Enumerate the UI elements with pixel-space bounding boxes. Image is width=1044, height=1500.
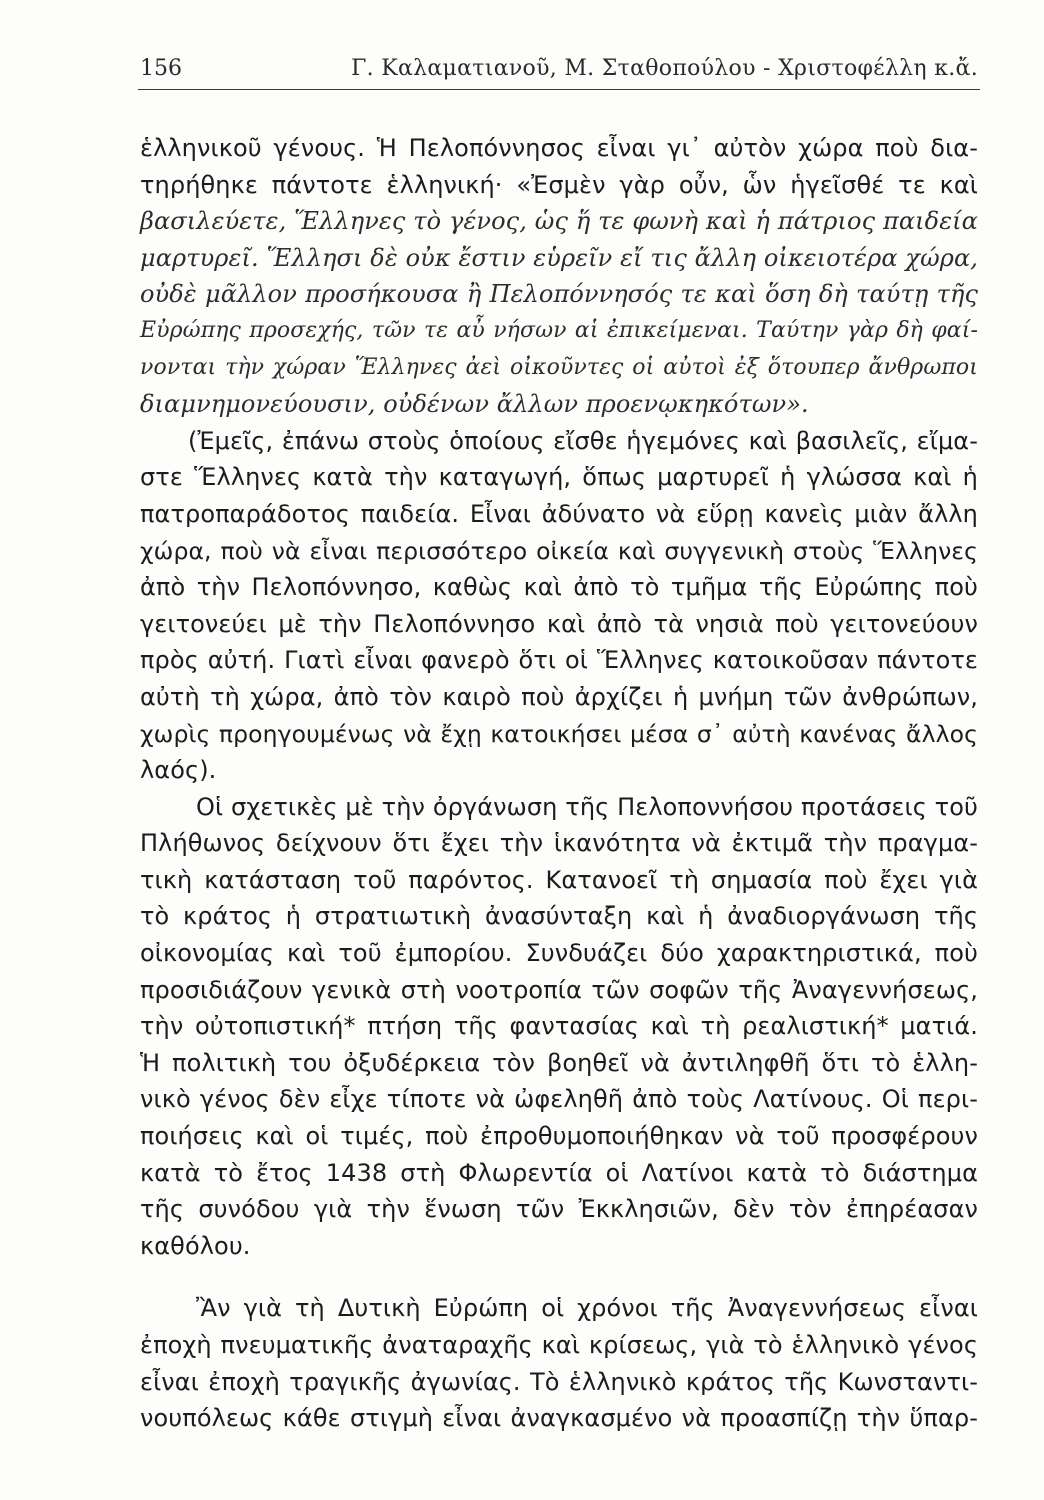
text-line: εἶναι ἐποχὴ τραγικῆς ἀγωνίας. Τὸ ἑλληνικὸ κράτος τῆς Κωνσταντι- (140, 1367, 978, 1396)
paragraph-quotation (140, 130, 978, 423)
paragraph-gap (140, 1264, 978, 1290)
text-line: αὐτὴ τὴ χώρα, ἀπὸ τὸν καιρὸ ποὺ ἀρχίζει ἡ μνήμη τῶν ἀνθρώπων, (140, 682, 978, 711)
text-line: ἑλληνικοῦ γένους. Ἡ Πελοπόννησος εἶναι γι᾽ αὐτὸν χώρα ποὺ δια- (140, 134, 978, 162)
page-number: 156 (140, 56, 182, 81)
text-line: πατροπαράδοτος παιδεία. Εἶναι ἀδύνατο νὰ εὕρῃ κανεὶς μιὰν ἄλλη (140, 499, 978, 528)
text-line: λαός). (140, 756, 217, 785)
quote-line: νονται τὴν χώραν Ἕλληνες ἀεὶ οἰκοῦντες οἱ αὐτοὶ ἐξ ὅτουπερ ἄνθρωποι (140, 354, 978, 380)
text-line: Ἂν γιὰ τὴ Δυτικὴ Εὐρώπη οἱ χρόνοι τῆς Ἀναγεννήσεως εἶναι (196, 1294, 978, 1323)
quote-line: βασιλεύετε, Ἕλληνες τὸ γένος, ὡς ἥ τε φωνὴ καὶ ἡ πάτριος παιδεία (140, 207, 978, 236)
text-line: κατὰ τὸ ἔτος 1438 στὴ Φλωρεντία οἱ Λατίνοι κατὰ τὸ διάστημα (140, 1158, 978, 1187)
running-title: Γ. Καλαματιανοῦ, Μ. Σταθοπούλου - Χριστοφέλλη κ.ἄ. (351, 56, 978, 81)
text-line: τὸ κράτος ἡ στρατιωτικὴ ἀνασύνταξη καὶ ἡ ἀναδιοργάνωση τῆς (140, 902, 978, 931)
text-line: ποιήσεις καὶ οἱ τιμές, ποὺ ἐπροθυμοποιήθηκαν νὰ τοῦ προσφέρουν (140, 1122, 978, 1151)
text-line: ἐποχὴ πνευματικῆς ἀναταραχῆς καὶ κρίσεως, γιὰ τὸ ἑλληνικὸ γένος (140, 1331, 978, 1359)
quote-line: οὐδὲ μᾶλλον προσήκουσα ἢ Πελοπόννησός τε καὶ ὅση δὴ ταύτῃ τῆς (140, 280, 978, 309)
text-line: νουπόλεως κάθε στιγμὴ εἶναι ἀναγκασμένο νὰ προασπίζῃ τὴν ὕπαρ- (140, 1404, 978, 1433)
text-line: Πλήθωνος δείχνουν ὅτι ἔχει τὴν ἱκανότητα νὰ ἐκτιμᾶ τὴν πραγμα- (140, 829, 978, 858)
running-header (140, 56, 978, 90)
header-rule (138, 89, 980, 90)
paragraph-renaissance (140, 1290, 978, 1436)
quote-line: μαρτυρεῖ. Ἕλλησι δὲ οὐκ ἔστιν εὑρεῖν εἴ τις ἄλλη οἰκειοτέρα χώρα, (140, 243, 978, 272)
text-line: Ἡ πολιτικὴ του ὀξυδέρκεια τὸν βοηθεῖ νὰ ἀντιληφθῆ ὅτι τὸ ἑλλη- (140, 1048, 978, 1077)
paragraph-translation (140, 423, 978, 789)
text-line: νικὸ γένος δὲν εἶχε τίποτε νὰ ὠφεληθῆ ἀπὸ τοὺς Λατίνους. Οἱ περι- (140, 1085, 978, 1114)
text-line: τὴν οὐτοπιστική* πτήση τῆς φαντασίας καὶ τὴ ρεαλιστική* ματιά. (140, 1012, 978, 1041)
text-line: οἰκονομίας καὶ τοῦ ἐμπορίου. Συνδυάζει δύο χαρακτηριστικά, ποὺ (140, 939, 978, 968)
text-line: τηρήθηκε πάντοτε ἑλληνική· «Ἐσμὲν γὰρ οὖν, ὧν ἡγεῖσθέ τε καὶ (140, 170, 978, 199)
text-line: καθόλου. (140, 1231, 251, 1260)
quote-line: Εὐρώπης προσεχής, τῶν τε αὖ νήσων αἱ ἐπικείμεναι. Ταύτην γὰρ δὴ φαί- (140, 317, 978, 343)
text-line: Οἱ σχετικὲς μὲ τὴν ὀργάνωση τῆς Πελοποννήσου προτάσεις τοῦ (196, 792, 978, 821)
text-line: προσιδιάζουν γενικὰ στὴ νοοτροπία τῶν σοφῶν τῆς Ἀναγεννήσεως, (140, 975, 978, 1004)
text-line: τῆς συνόδου γιὰ τὴν ἕνωση τῶν Ἐκκλησιῶν, δὲν τὸν ἐπηρέασαν (140, 1195, 978, 1224)
text-line: χωρὶς προηγουμένως νὰ ἔχῃ κατοικήσει μέσα σ᾽ αὐτὴ κανένας ἄλλος (140, 719, 978, 748)
text-line: (Ἐμεῖς, ἐπάνω στοὺς ὁποίους εἴσθε ἡγεμόνες καὶ βασιλεῖς, εἴμα- (188, 426, 978, 455)
quote-line: διαμνημονεύουσιν, οὐδένων ἄλλων προενῳκηκότων». (140, 390, 809, 419)
body-text (140, 130, 978, 1437)
paragraph-plethon (140, 789, 978, 1265)
text-line: γειτονεύει μὲ τὴν Πελοπόννησο καὶ ἀπὸ τὰ νησιὰ ποὺ γειτονεύουν (140, 609, 978, 638)
text-line: ἀπὸ τὴν Πελοπόννησο, καθὼς καὶ ἀπὸ τὸ τμῆμα τῆς Εὐρώπης ποὺ (140, 573, 978, 602)
text-line: στε Ἕλληνες κατὰ τὴν καταγωγή, ὅπως μαρτυρεῖ ἡ γλώσσα καὶ ἡ (140, 463, 978, 492)
text-line: χώρα, ποὺ νὰ εἶναι περισσότερο οἰκεία καὶ συγγενικὴ στοὺς Ἕλληνες (140, 536, 978, 565)
text-line: πρὸς αὐτή. Γιατὶ εἶναι φανερὸ ὅτι οἱ Ἕλληνες κατοικοῦσαν πάντοτε (140, 646, 978, 675)
text-line: τικὴ κατάσταση τοῦ παρόντος. Κατανοεῖ τὴ σημασία ποὺ ἔχει γιὰ (140, 865, 978, 894)
